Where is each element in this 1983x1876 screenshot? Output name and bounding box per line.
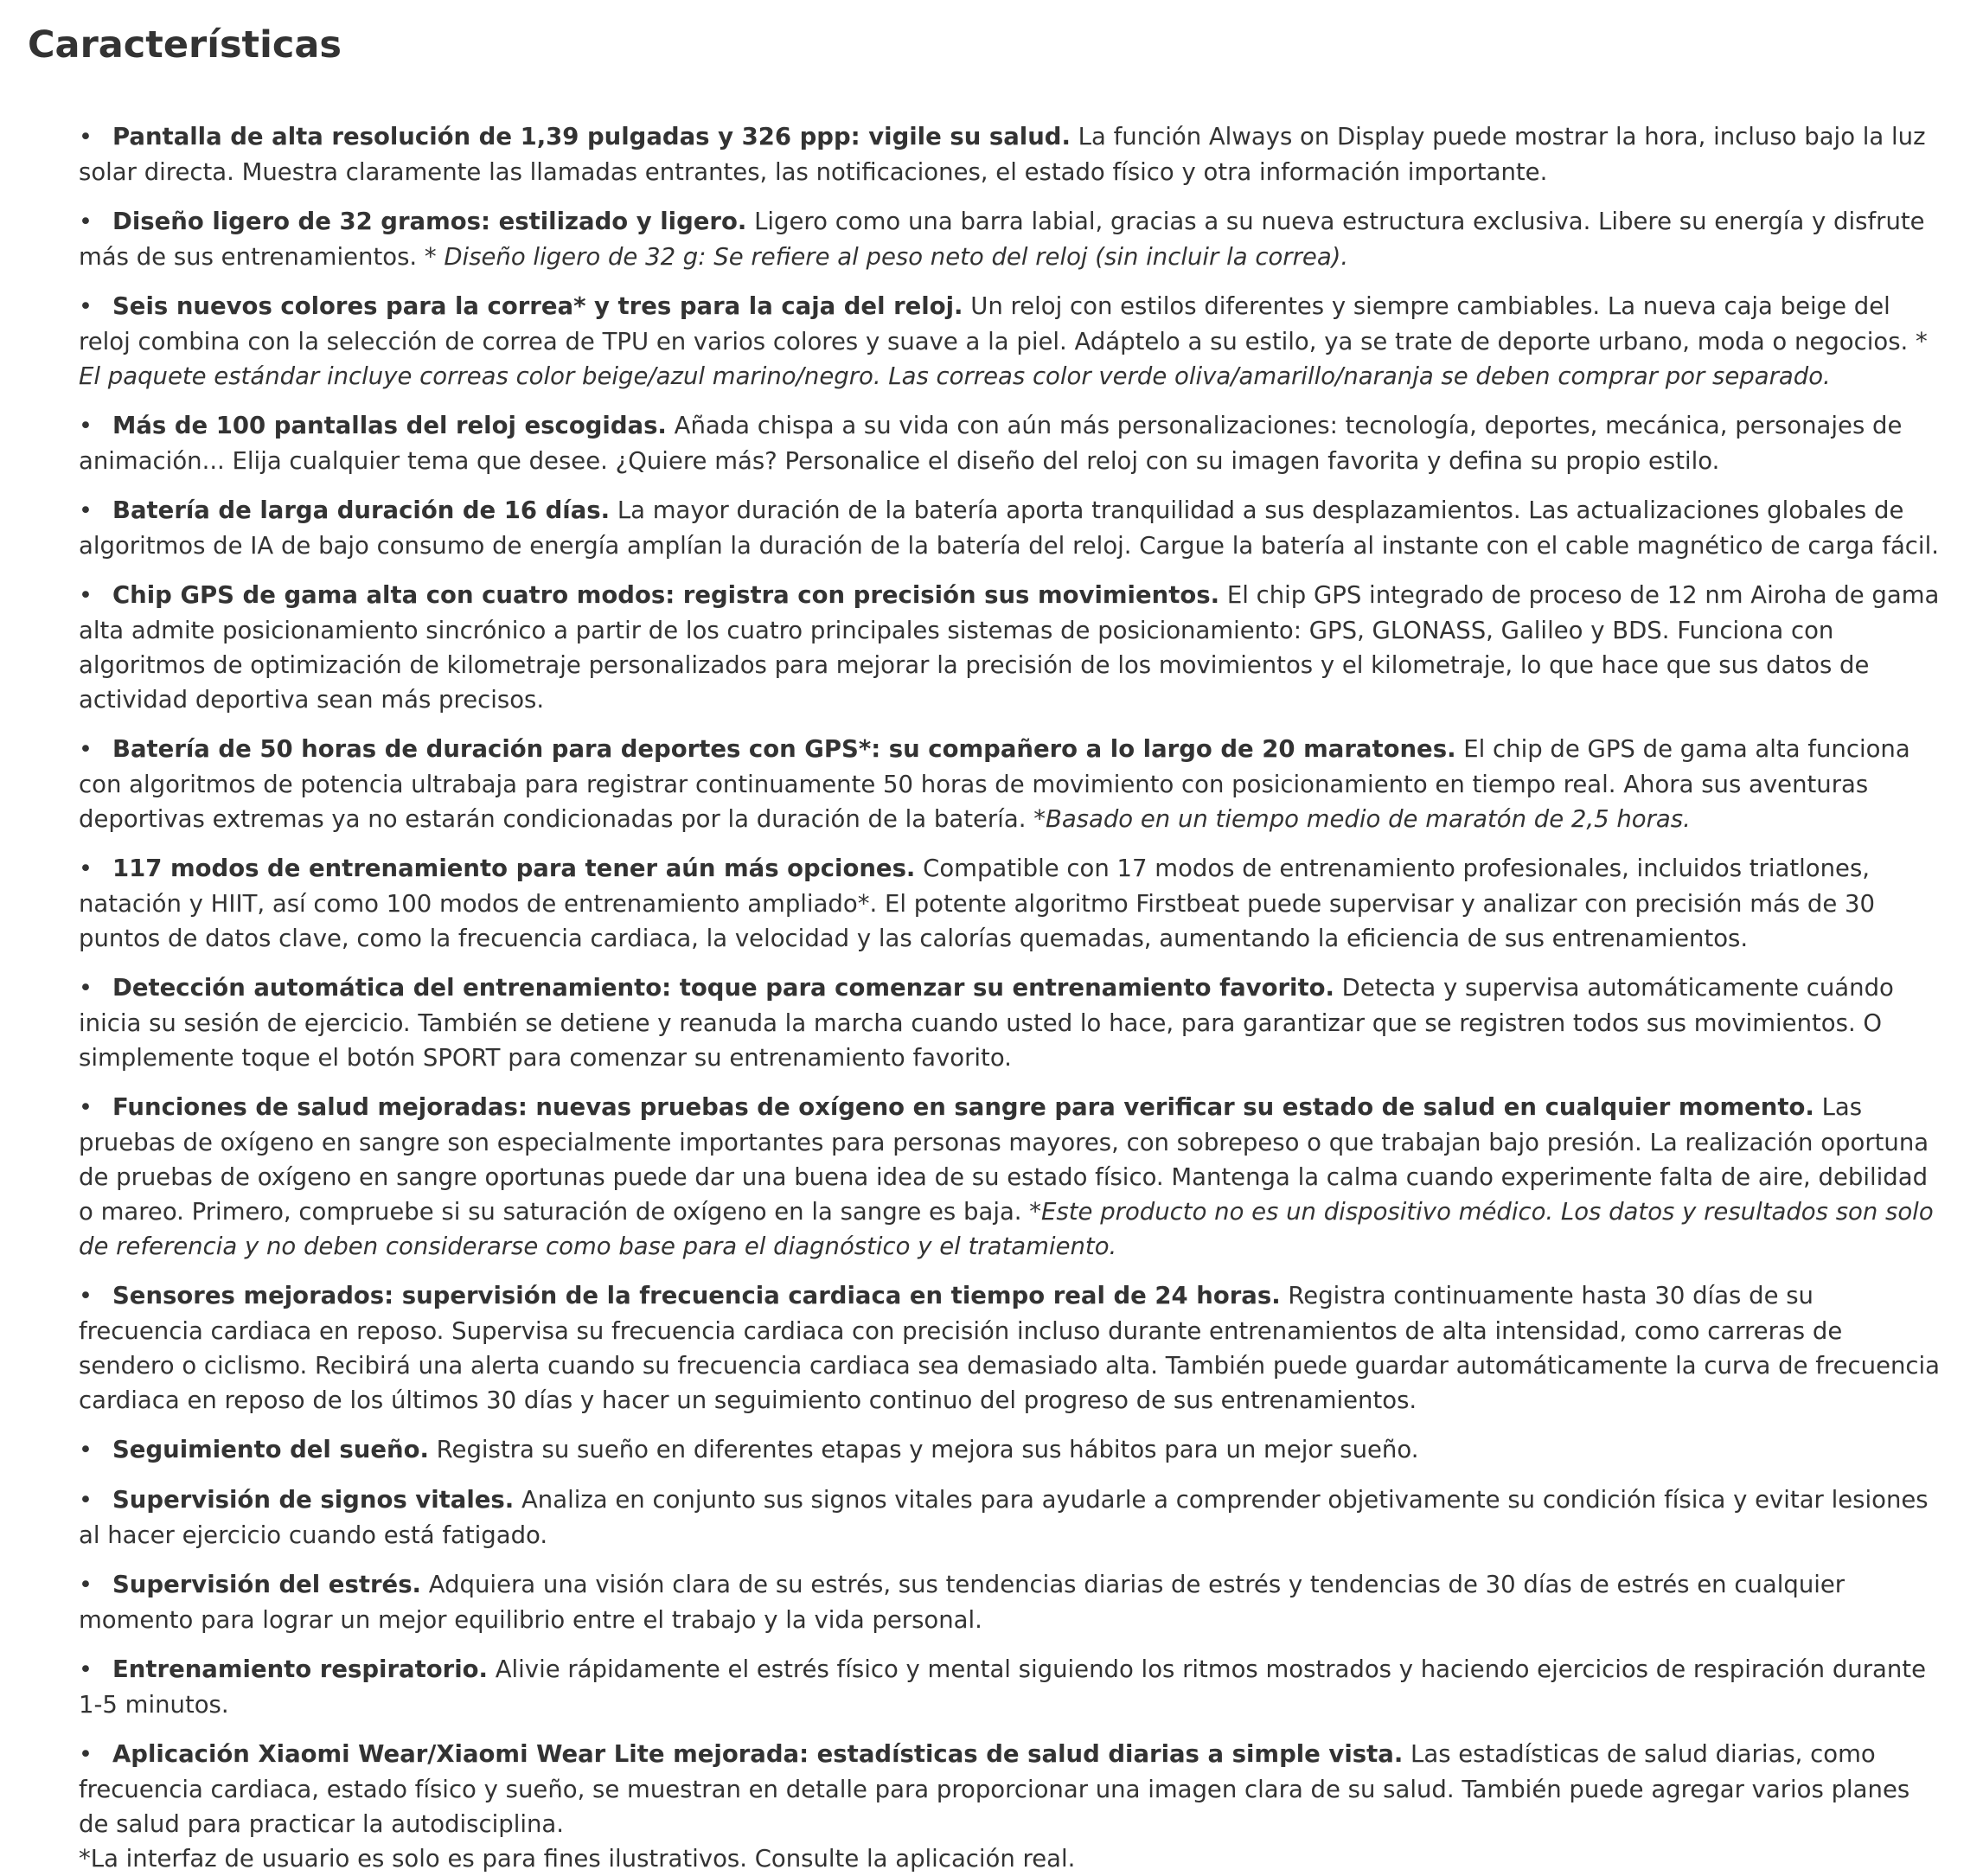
feature-item xyxy=(79,1737,1955,1876)
feature-item xyxy=(79,493,1955,563)
feature-description: El chip de GPS de gama alta funciona con algoritmos de potencia ultrabaja para registrar continuamente 50 horas de movimiento con posicionamiento en tiempo real. Ahora sus aventuras deportivas extremas ya no estarán condicionadas por la duración de la batería. * xyxy=(79,735,1910,833)
bullet-icon: • xyxy=(79,975,93,1002)
feature-description: Alivie rápidamente el estrés físico y mental siguiendo los ritmos mostrados y haciendo ejercicios de respiración durante 1-5 minutos. xyxy=(79,1655,1926,1719)
feature-footnote: Basado en un tiempo medio de maratón de 2,5 horas. xyxy=(1045,805,1691,833)
feature-description: La mayor duración de la batería aporta tranquilidad a sus desplazamientos. Las actualizaciones globales de algoritmos de IA de bajo consumo de energía amplían la duración de la batería del reloj. Cargue la batería al instante con el cable magnético de carga fácil. xyxy=(79,496,1939,560)
feature-list xyxy=(28,119,1955,1876)
feature-description: Adquiera una visión clara de su estrés, sus tendencias diarias de estrés y tendencias de 30 días de estrés en cualquier momento para lograr un mejor equilibrio entre el trabajo y la vida personal. xyxy=(79,1571,1845,1634)
feature-heading: Entrenamiento respiratorio. xyxy=(112,1655,488,1683)
feature-item xyxy=(79,1432,1955,1468)
feature-item xyxy=(79,1567,1955,1637)
feature-item xyxy=(79,289,1955,394)
feature-heading: Batería de larga duración de 16 días. xyxy=(112,496,611,524)
bullet-icon: • xyxy=(79,1656,93,1683)
feature-heading: Supervisión de signos vitales. xyxy=(112,1486,515,1514)
feature-item xyxy=(79,204,1955,274)
section-title: Características xyxy=(28,23,342,67)
bullet-icon: • xyxy=(79,497,93,524)
bullet-icon: • xyxy=(79,1437,93,1463)
feature-item xyxy=(79,119,1955,189)
feature-description: Detecta y supervisa automáticamente cuándo inicia su sesión de ejercicio. También se detiene y reanuda la marcha cuando usted lo hace, para garantizar que se registren todos sus movimientos. O simplemente toque el botón SPORT para comenzar su entrenamiento favorito. xyxy=(79,974,1894,1072)
bullet-icon: • xyxy=(79,1094,93,1121)
feature-item xyxy=(79,970,1955,1075)
feature-item xyxy=(79,851,1955,956)
feature-heading: Supervisión del estrés. xyxy=(112,1571,422,1598)
feature-heading: Seis nuevos colores para la correa* y tres para la caja del reloj. xyxy=(112,292,963,320)
feature-description: La función Always on Display puede mostrar la hora, incluso bajo la luz solar directa. Muestra claramente las llamadas entrantes, las notificaciones, el estado físico y otra información importante. xyxy=(79,123,1926,186)
feature-heading: 117 modos de entrenamiento para tener aún más opciones. xyxy=(112,855,916,882)
bullet-icon: • xyxy=(79,293,93,320)
feature-heading: Diseño ligero de 32 gramos: estilizado y ligero. xyxy=(112,208,747,235)
feature-heading: Pantalla de alta resolución de 1,39 pulgadas y 326 ppp: vigile su salud. xyxy=(112,123,1071,150)
feature-heading: Funciones de salud mejoradas: nuevas pruebas de oxígeno en sangre para verificar su estado de salud en cualquier momento. xyxy=(112,1093,1814,1121)
feature-heading: Aplicación Xiaomi Wear/Xiaomi Wear Lite mejorada: estadísticas de salud diarias a simple vista. xyxy=(112,1740,1404,1768)
feature-description: Registra su sueño en diferentes etapas y mejora sus hábitos para un mejor sueño. xyxy=(428,1436,1419,1463)
feature-item xyxy=(79,1482,1955,1553)
feature-heading: Más de 100 pantallas del reloj escogidas. xyxy=(112,412,667,439)
feature-item xyxy=(79,1652,1955,1722)
feature-description: Un reloj con estilos diferentes y siempre cambiables. La nueva caja beige del reloj combina con la selección de correa de TPU en varios colores y suave a la piel. Adáptelo a su estilo, ya se trate de deporte urbano, moda o negocios. * xyxy=(79,292,1928,355)
feature-item xyxy=(79,408,1955,478)
bullet-icon: • xyxy=(79,1487,93,1514)
feature-heading: Detección automática del entrenamiento: toque para comenzar su entrenamiento favorito. xyxy=(112,974,1334,1002)
bullet-icon: • xyxy=(79,208,93,235)
feature-item xyxy=(79,578,1955,717)
feature-description: Ligero como una barra labial, gracias a su nueva estructura exclusiva. Libere su energía y disfrute más de sus entrenamientos. * xyxy=(79,208,1925,271)
feature-heading: Seguimiento del sueño. xyxy=(112,1436,429,1463)
bullet-icon: • xyxy=(79,1283,93,1309)
feature-disclaimer: *La interfaz de usuario es solo es para fines ilustrativos. Consulte la aplicación real. xyxy=(79,1845,1076,1873)
feature-item xyxy=(79,732,1955,836)
bullet-icon: • xyxy=(79,1741,93,1768)
bullet-icon: • xyxy=(79,736,93,763)
feature-footnote: El paquete estándar incluye correas color beige/azul marino/negro. Las correas color verde oliva/amarillo/naranja se deben comprar por separado. xyxy=(79,362,1831,390)
feature-heading: Sensores mejorados: supervisión de la frecuencia cardiaca en tiempo real de 24 horas. xyxy=(112,1282,1281,1309)
feature-description: Las pruebas de oxígeno en sangre son especialmente importantes para personas mayores, con sobrepeso o que trabajan bajo presión. La realización oportuna de pruebas de oxígeno en sangre oportunas puede dar una buena idea de su estado físico. Mantenga la calma cuando experimente falta de aire, debilidad o mareo. Primero, compruebe si su saturación de oxígeno en la sangre es baja. * xyxy=(79,1093,1929,1226)
bullet-icon: • xyxy=(79,1572,93,1598)
feature-item xyxy=(79,1090,1955,1264)
feature-description: Compatible con 17 modos de entrenamiento profesionales, incluidos triatlones, natación y HIIT, así como 100 modos de entrenamiento ampliado*. El potente algoritmo Firstbeat puede supervisar y analizar con precisión más de 30 puntos de datos clave, como la frecuencia cardiaca, la velocidad y las calorías quemadas, aumentando la eficiencia de sus entrenamientos. xyxy=(79,855,1876,952)
feature-description: Las estadísticas de salud diarias, como frecuencia cardiaca, estado físico y sueño, se muestran en detalle para proporcionar una imagen clara de su salud. También puede agregar varios planes de salud para practicar la autodisciplina. xyxy=(79,1740,1910,1838)
feature-heading: Chip GPS de gama alta con cuatro modos: registra con precisión sus movimientos. xyxy=(112,581,1220,609)
feature-description: Registra continuamente hasta 30 días de su frecuencia cardiaca en reposo. Supervisa su frecuencia cardiaca con precisión incluso durante entrenamientos de alta intensidad, como carreras de sendero o ciclismo. Recibirá una alerta cuando su frecuencia cardiaca sea demasiado alta. También puede guardar automáticamente la curva de frecuencia cardiaca en reposo de los últimos 30 días y hacer un seguimiento continuo del progreso de sus entrenamientos. xyxy=(79,1282,1941,1414)
feature-item xyxy=(79,1278,1955,1418)
bullet-icon: • xyxy=(79,855,93,882)
feature-footnote: Este producto no es un dispositivo médico. Los datos y resultados son solo de referencia y no deben considerarse como base para el diagnóstico y el tratamiento. xyxy=(79,1198,1934,1260)
feature-footnote: Diseño ligero de 32 g: Se refiere al peso neto del reloj (sin incluir la correa). xyxy=(444,243,1349,271)
bullet-icon: • xyxy=(79,582,93,609)
feature-description: El chip GPS integrado de proceso de 12 nm Airoha de gama alta admite posicionamiento sincrónico a partir de los cuatro principales sistemas de posicionamiento: GPS, GLONASS, Galileo y BDS. Funciona con algoritmos de optimización de kilometraje personalizados para mejorar la precisión de los movimientos y el kilometraje, lo que hace que sus datos de actividad deportiva sean más precisos. xyxy=(79,581,1940,714)
bullet-icon: • xyxy=(79,413,93,439)
bullet-icon: • xyxy=(79,124,93,150)
feature-description: Analiza en conjunto sus signos vitales para ayudarle a comprender objetivamente su condición física y evitar lesiones al hacer ejercicio cuando está fatigado. xyxy=(79,1486,1929,1549)
feature-description: Añada chispa a su vida con aún más personalizaciones: tecnología, deportes, mecánica, personajes de animación... Elija cualquier tema que desee. ¿Quiere más? Personalice el diseño del reloj con su imagen favorita y defina su propio estilo. xyxy=(79,412,1903,475)
feature-heading: Batería de 50 horas de duración para deportes con GPS*: su compañero a lo largo de 20 maratones. xyxy=(112,735,1456,763)
